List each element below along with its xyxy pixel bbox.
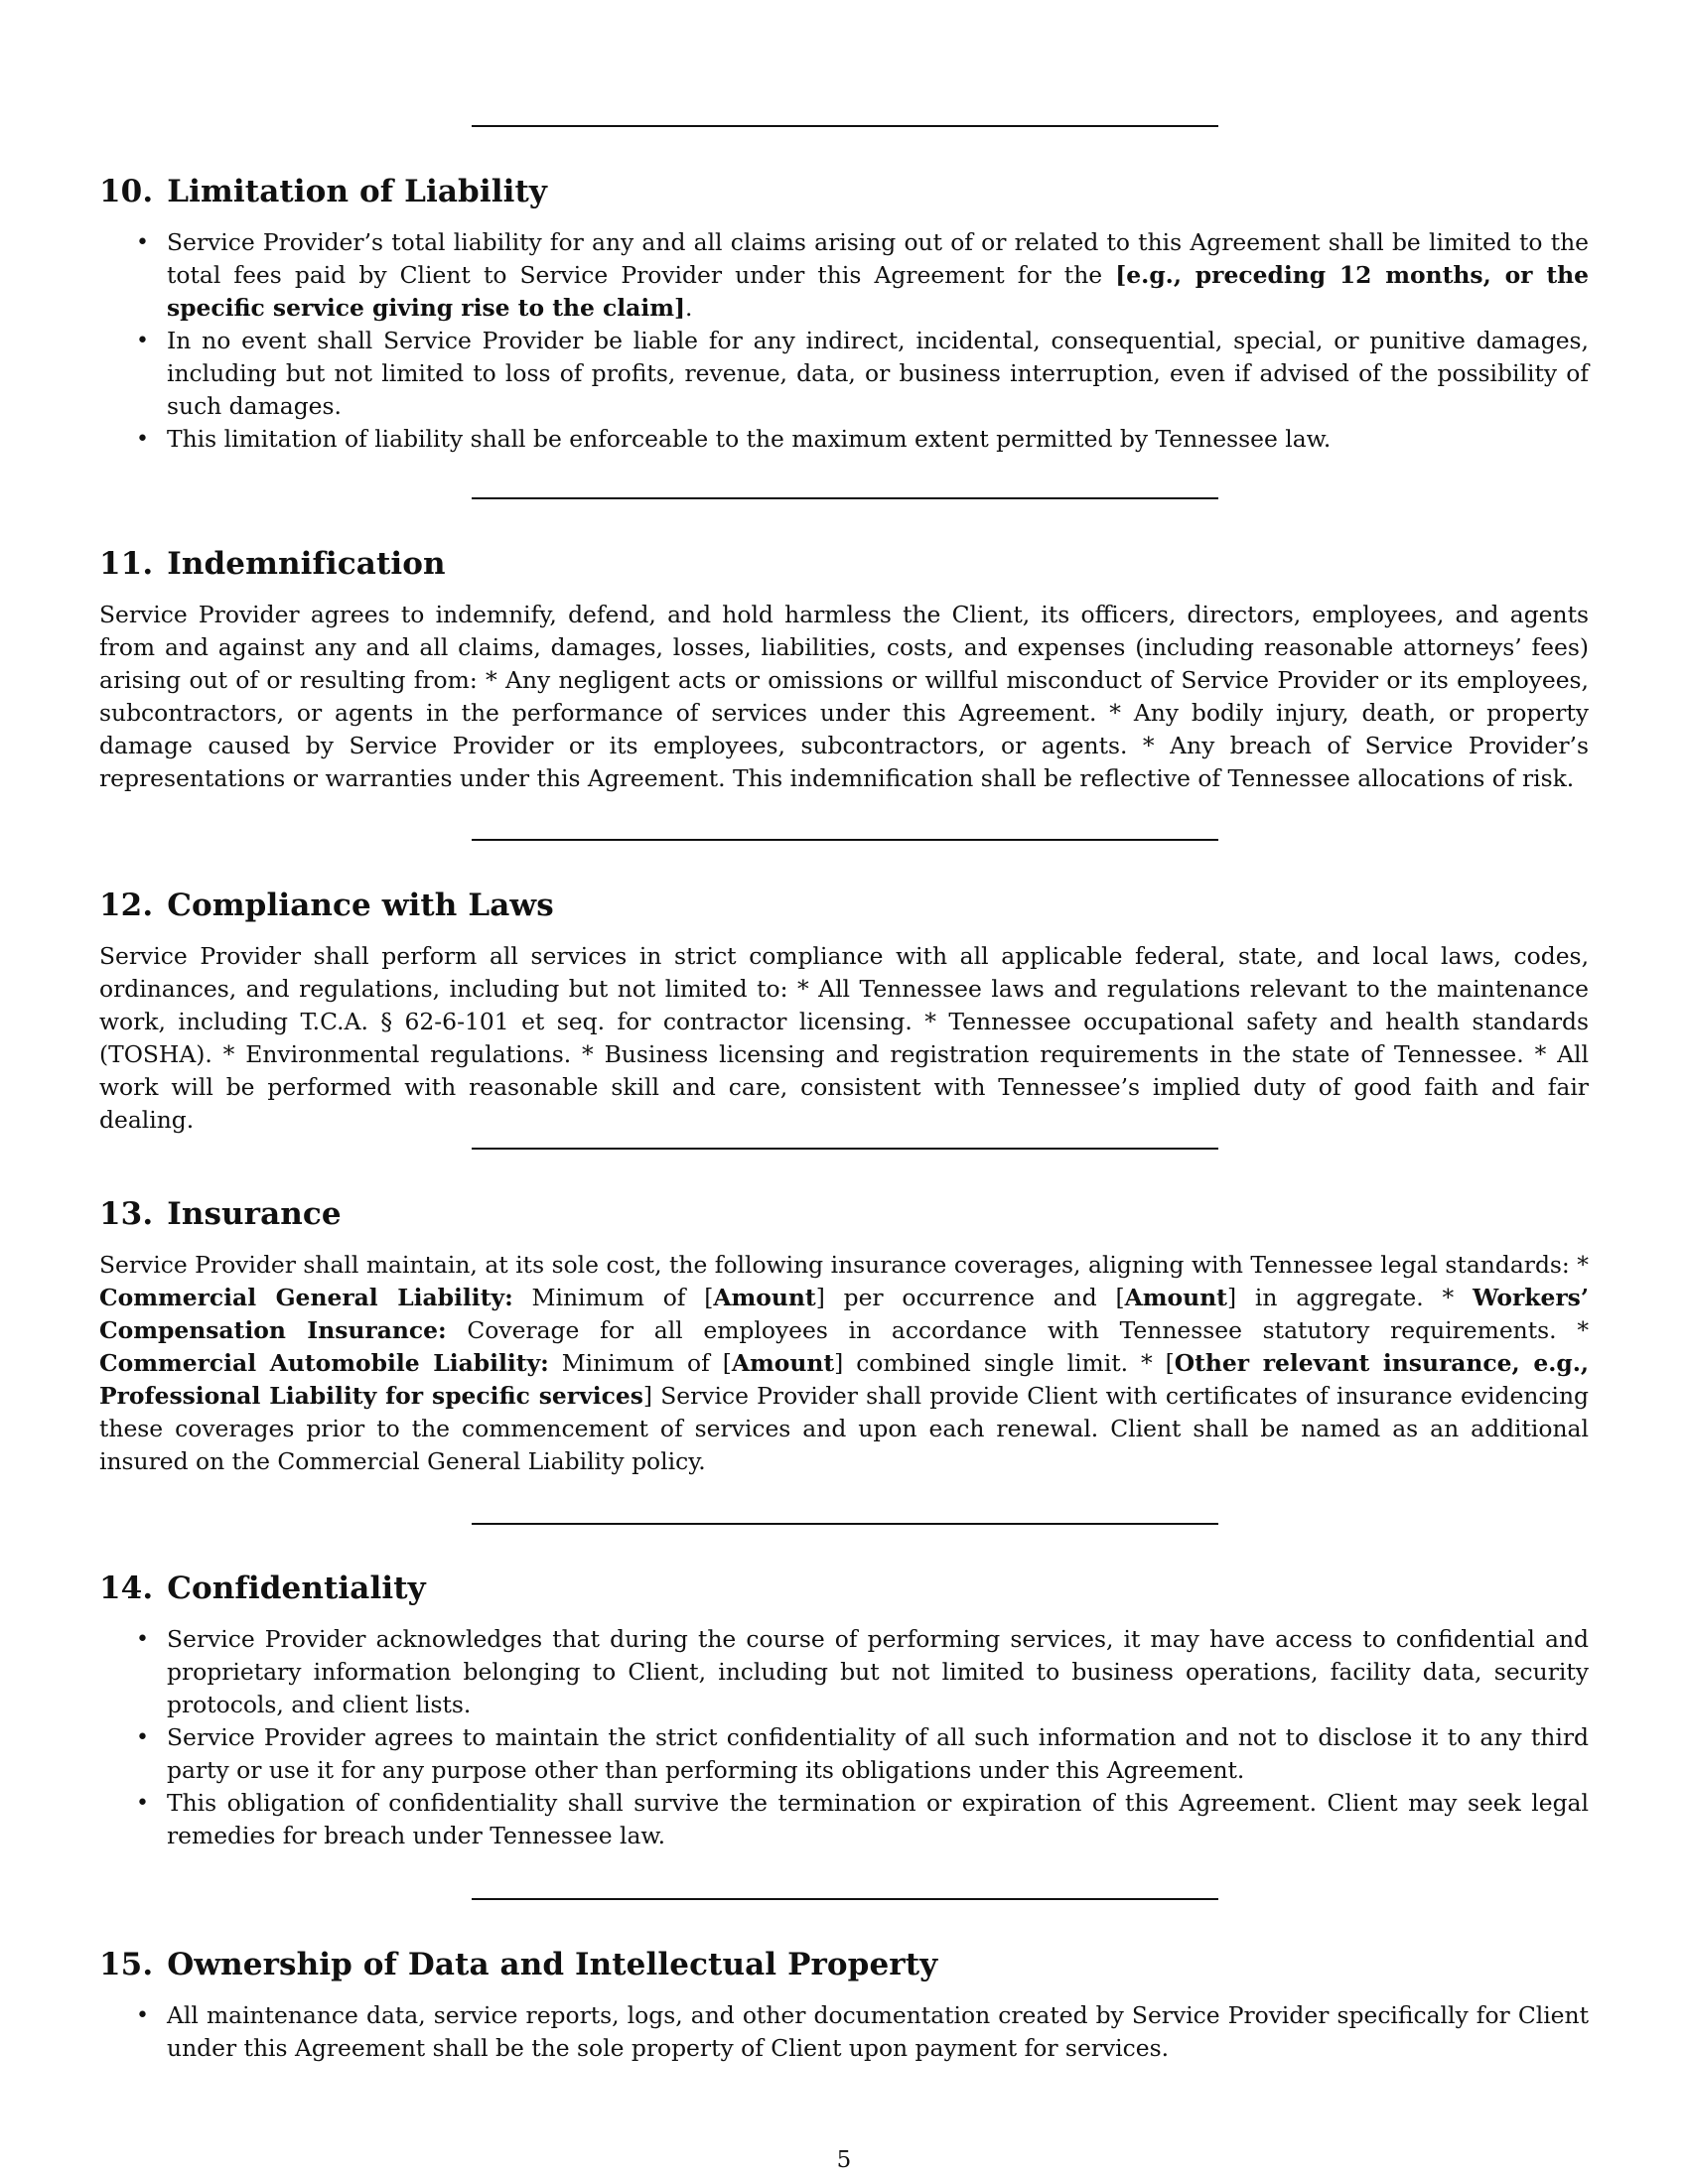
section-heading: 12. Compliance with Laws	[99, 887, 554, 923]
section-heading: 10. Limitation of Liability	[99, 174, 547, 209]
section-indemnification	[99, 545, 1589, 795]
bullet-list	[99, 226, 1589, 456]
section-confidentiality	[99, 1570, 1589, 1852]
section-body: Service Provider shall perform all services in strict compliance with all applicable federal, state, and local laws, codes, ordinances, and regulations, including but not limited to: * All Tennessee laws and regulations relevant to the maintenance work, including T.C.A. § 62-6-101 et seq. for contractor licensing. * Tennessee occupational safety and health standards (TOSHA). * Environmental regulations. * Business licensing and registration requirements in the state of Tennessee. * All work will be performed with reasonable skill and care, consistent with Tennessee’s implied duty of good faith and fair dealing.	[99, 942, 1589, 1134]
bullet-list	[99, 1999, 1589, 2065]
section-ownership-of-data	[99, 1946, 1589, 2065]
section-divider	[472, 497, 1218, 499]
section-body: Service Provider agrees to indemnify, defend, and hold harmless the Client, its officers, directors, employees, and agents from and against any and all claims, damages, losses, liabilities, costs, and expenses (including reasonable attorneys’ fees) arising out of or resulting from: * Any negligent acts or omissions or willful misconduct of Service Provider or its employees, subcontractors, or agents in the performance of services under this Agreement. * Any bodily injury, death, or property damage caused by Service Provider or its employees, subcontractors, or agents. * Any breach of Service Provider’s representations or warranties under this Agreement. This indemnification shall be reflective of Tennessee allocations of risk.	[99, 601, 1589, 792]
list-item: • This obligation of confidentiality shall survive the termination or expiration of this Agreement. Client may seek legal remedies for breach under Tennessee law.	[99, 1787, 1589, 1852]
page-number: 5	[836, 2147, 852, 2173]
section-limitation-of-liability	[99, 173, 1589, 456]
list-item: • All maintenance data, service reports, logs, and other documentation created by Service Provider specifically for Client under this Agreement shall be the sole property of Client upon payment for services.	[99, 1999, 1589, 2065]
section-insurance	[99, 1195, 1589, 1478]
list-item: • Service Provider acknowledges that during the course of performing services, it may have access to confidential and proprietary information belonging to Client, including but not limited to business operations, facility data, security protocols, and client lists.	[99, 1623, 1589, 1721]
document-page	[99, 0, 1589, 2184]
list-item: • In no event shall Service Provider be liable for any indirect, incidental, consequential, special, or punitive damages, including but not limited to loss of profits, revenue, data, or business interruption, even if advised of the possibility of such damages.	[99, 325, 1589, 423]
section-heading: 15. Ownership of Data and Intellectual Property	[99, 1947, 938, 1982]
section-compliance-with-laws	[99, 887, 1589, 1137]
section-heading: 14. Confidentiality	[99, 1570, 426, 1606]
list-item: • Service Provider agrees to maintain the strict confidentiality of all such information and not to disclose it to any third party or use it for any purpose other than performing its obligations under this Agreement.	[99, 1721, 1589, 1787]
section-divider	[472, 1898, 1218, 1900]
section-divider	[472, 125, 1218, 127]
section-body: Service Provider shall maintain, at its sole cost, the following insurance coverages, aligning with Tennessee legal standards: * Commercial General Liability: Minimum of [Amount] per occurrence and [Amount] in aggregate. * Workers’ Compensation Insurance: Coverage for all employees in accordance with Tennessee statutory requirements. * Commercial Automobile Liability: Minimum of [Amount] combined single limit. * [Other relevant insurance, e.g., Professional Liability for specific services] Service Provider shall provide Client with certificates of insurance evidencing these coverages prior to the commencement of services and upon each renewal. Client shall be named as an additional insured on the Commercial General Liability policy.	[99, 1251, 1590, 1475]
section-divider	[472, 839, 1218, 841]
bullet-list	[99, 1623, 1589, 1852]
section-heading: 11. Indemnification	[99, 546, 446, 582]
section-divider	[472, 1523, 1218, 1525]
list-item: • This limitation of liability shall be enforceable to the maximum extent permitted by Tennessee law.	[99, 423, 1589, 456]
section-heading: 13. Insurance	[99, 1196, 342, 1232]
section-divider	[472, 1148, 1218, 1150]
list-item: • Service Provider’s total liability for any and all claims arising out of or related to this Agreement shall be limited to the total fees paid by Client to Service Provider under this Agreement for the [e.g., preceding 12 months, or the specific service giving rise to the claim].	[99, 226, 1589, 325]
